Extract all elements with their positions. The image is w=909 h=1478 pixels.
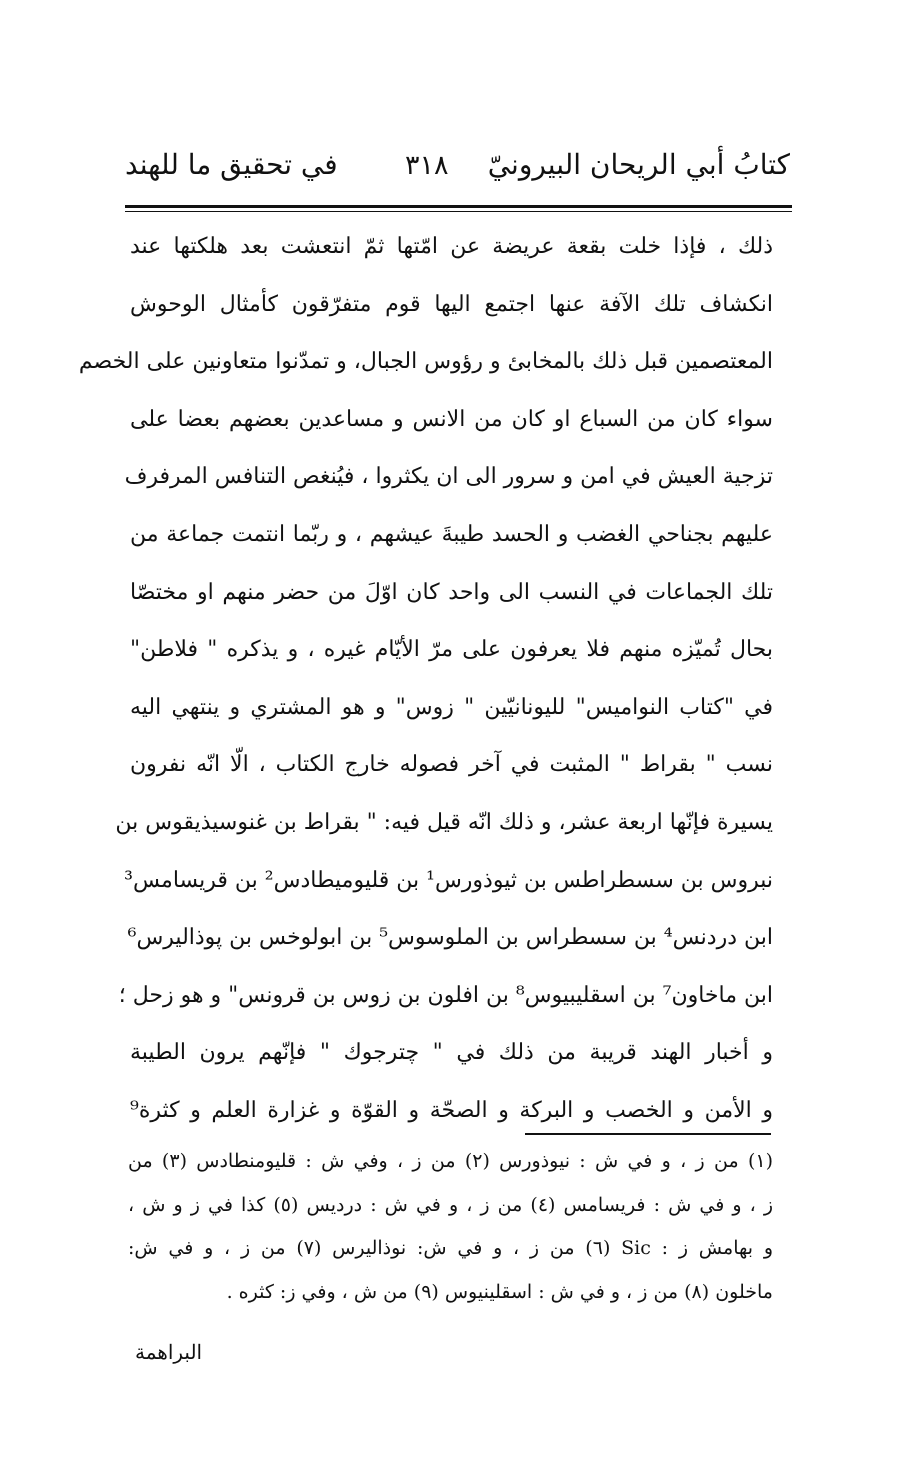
catchword: البراهمة bbox=[135, 1340, 203, 1364]
work-title: في تحقيق ما للهند bbox=[125, 148, 338, 181]
footnote-line: ز ، و في ش : فريسامس (٤) من ز ، و في ش : درديس (٥) كذا في ز و ش ، bbox=[128, 1193, 773, 1216]
text-line: انكشاف تلك الآفة عنها اجتمع اليها قوم متفرّقون كأمثال الوحوش bbox=[130, 291, 773, 317]
footnotes bbox=[128, 1140, 773, 1314]
main-text bbox=[78, 218, 773, 1140]
text-line: يسيرة فإنّها اربعة عشر، و ذلك انّه قيل فيه: " بقراط بن غنوسيذيقوس بن bbox=[115, 809, 773, 835]
text-line: تلك الجماعات في النسب الى واحد كان اوّلَ من حضر منهم او مختصّا bbox=[130, 579, 773, 605]
footnote-line: و بهامش ز : Sic (٦) من ز ، و في ش: نوذاليرس (٧) من ز ، و في ش: bbox=[128, 1237, 774, 1259]
text-line: بحال تُميّزه منهم فلا يعرفون على مرّ الأيّام غيره ، و يذكره " فلاطن" bbox=[130, 637, 773, 663]
text-line: ابن دردنس⁴ بن سسطراس بن الملوسوس⁵ بن ابولوخس بن پوذاليرس⁶ bbox=[127, 925, 773, 951]
text-line: سواء كان من السباع او كان من الانس و مساعدين بعضهم بعضا على bbox=[130, 406, 773, 432]
text-line: و أخبار الهند قريبة من ذلك في " چترجوك " فإنّهم يرون الطيبة bbox=[130, 1040, 773, 1066]
running-head bbox=[125, 140, 790, 190]
text-line: ابن ماخاون⁷ بن اسقليبيوس⁸ بن افلون بن زوس بن قرونس" و هو زحل ؛ bbox=[118, 982, 773, 1008]
text-line: المعتصمين قبل ذلك بالمخابئ و رؤوس الجبال، و تمدّنوا متعاونين على الخصم bbox=[78, 349, 773, 375]
text-line: و الأمن و الخصب و البركة و الصحّة و القوّة و غزارة العلم و كثرة⁹ bbox=[130, 1097, 773, 1123]
footnote-line: ماخلون (٨) من ز ، و في ش : اسقلينيوس (٩) من ش ، وفي ز: كثره . bbox=[226, 1280, 773, 1303]
text-line: نسب " بقراط " المثبت في آخر فصوله خارج الكتاب ، الّا انّه نفرون bbox=[130, 752, 773, 778]
footnote-line: (١) من ز ، و في ش : نيوذورس (٢) من ز ، وفي ش : قليومنطادس (٣) من bbox=[128, 1150, 774, 1172]
footnote-rule bbox=[525, 1133, 771, 1135]
header-rule-thin bbox=[125, 211, 792, 212]
header-rule-thick bbox=[125, 205, 792, 208]
text-line: تزجية العيش في امن و سرور الى ان يكثروا ، فيُنغص التنافس المرفرف bbox=[124, 464, 773, 490]
text-line: في "كتاب النواميس" لليونانيّين " زوس" و هو المشتري و ينتهي اليه bbox=[130, 694, 773, 720]
text-line: نبروس بن سسطراطس بن ثيوذورس¹ بن قليوميطادس² بن قريسامس³ bbox=[124, 867, 773, 893]
text-line: ذلك ، فإذا خلت بقعة عريضة عن امّتها ثمّ انتعشت بعد هلكتها عند bbox=[130, 234, 773, 259]
page-number: ٣١٨ bbox=[405, 150, 449, 181]
text-line: عليهم بجناحي الغضب و الحسد طيبةَ عيشهم ، و ربّما انتمت جماعة من bbox=[130, 521, 773, 547]
book-title: كتابُ أبي الريحان البيرونيّ bbox=[487, 148, 790, 181]
